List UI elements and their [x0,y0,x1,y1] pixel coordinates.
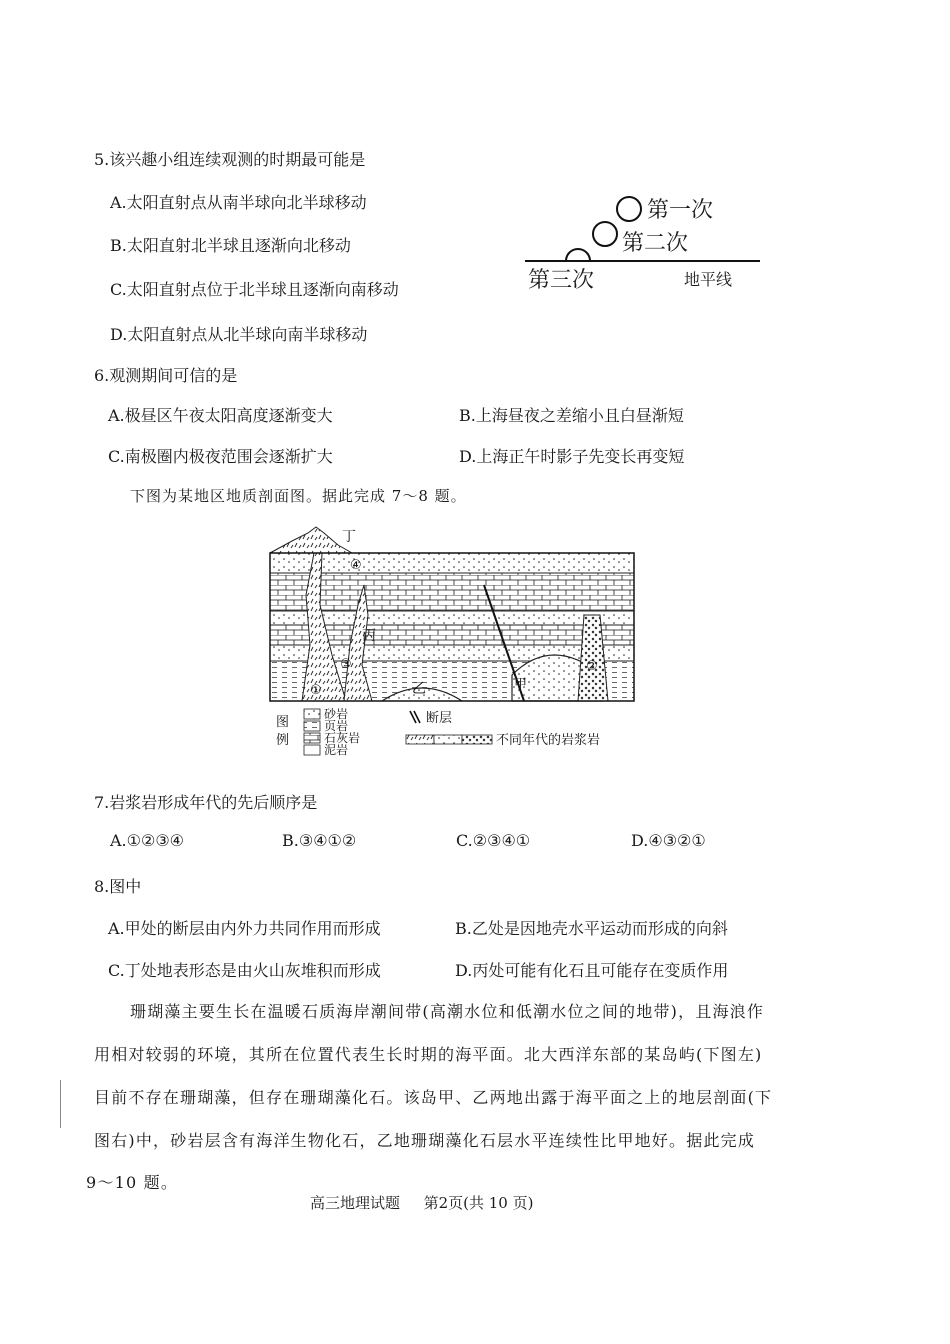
question-5-stem: 5.该兴趣小组连续观测的时期最可能是 [94,150,366,169]
q7-option-d: D.④③②① [631,831,706,850]
legend-shale-swatch [304,721,320,731]
intro-7-8: 下图为某地区地质剖面图。据此完成 7～8 题。 [130,487,467,505]
sandstone-layer-top [270,553,634,573]
legend-limestone-swatch [304,733,320,743]
q8-option-c: C.丁处地表形态是由火山灰堆积而形成 [108,961,381,980]
passage-line-2: 用相对较弱的环境，其所在位置代表生长时期的海平面。北大西洋东部的某岛屿(下图左) [94,1045,763,1064]
label-n1: ① [310,683,322,698]
q7-option-a: A.①②③④ [110,831,185,850]
legend-fault-label: 断层 [426,711,453,726]
label-yi: 乙 [412,681,426,697]
footer-subject: 高三地理试题 [310,1194,401,1212]
q6-option-d: D.上海正午时影子先变长再变短 [459,447,685,466]
legend-mudstone-swatch [304,745,320,755]
q6-option-a: A.极昼区午夜太阳高度逐渐变大 [108,406,333,425]
q7-option-b: B.③④①② [282,831,357,850]
q7-option-c: C.②③④① [456,831,531,850]
question-8-stem: 8.图中 [94,877,142,896]
q8-option-a: A.甲处的断层由内外力共同作用而形成 [108,919,381,938]
legend-limestone-label: 石灰岩 [324,731,361,745]
legend-sandstone-label: 砂岩 [324,707,349,721]
q5-option-b: B.太阳直射北半球且逐渐向北移动 [110,236,351,255]
sun-second-label: 第二次 [622,231,689,256]
passage-line-3: 目前不存在珊瑚藻，但存在珊瑚藻化石。该岛甲、乙两地出露于海平面之上的地层剖面(下 [94,1088,773,1107]
legend-fault-icon [410,711,420,723]
label-n4: ④ [350,558,362,573]
legend-sandstone-swatch [304,709,320,719]
geologic-section-figure [262,525,642,775]
footer-page: 第2页(共 10 页) [423,1194,534,1212]
horizon-label: 地平线 [684,270,733,289]
sun-first-position-icon [617,197,641,221]
label-n3: ③ [340,657,352,672]
sun-first-label: 第一次 [647,198,714,223]
footer [310,1192,533,1213]
q8-option-d: D.丙处可能有化石且可能存在变质作用 [455,961,729,980]
legend-magma-swatch-3 [462,735,492,744]
sun-second-position-icon [593,222,617,246]
limestone-layer-upper [270,573,634,611]
passage-line-1: 珊瑚藻主要生长在温暖石质海岸潮间带(高潮水位和低潮水位之间的地带)，且海浪作 [130,1002,765,1021]
legend-magma-label: 不同年代的岩浆岩 [496,733,601,748]
q5-option-c: C.太阳直射点位于北半球且逐渐向南移动 [110,280,399,299]
label-n2: ② [586,659,598,674]
q5-option-d: D.太阳直射点从北半球向南半球移动 [110,325,368,344]
legend-magma-swatch-2 [434,735,462,744]
question-6-stem: 6.观测期间可信的是 [94,366,238,385]
q6-option-b: B.上海昼夜之差缩小且白昼渐短 [459,406,684,425]
label-bing: 丙 [362,628,376,644]
volcano-cone-ding [270,527,352,553]
passage-line-5: 9～10 题。 [86,1173,179,1192]
geologic-section-svg [262,525,642,775]
sun-third-position-icon [566,249,590,261]
label-ding: 丁 [342,529,356,545]
legend-mudstone-label: 泥岩 [324,743,349,757]
q5-option-a: A.太阳直射点从南半球向北半球移动 [110,193,367,212]
sun-third-label: 第三次 [528,268,595,293]
q8-option-b: B.乙处是因地壳水平运动而形成的向斜 [455,919,728,938]
legend-title-1: 图 [276,715,290,730]
margin-mark [60,1080,61,1128]
legend-shale-label: 页岩 [324,719,349,733]
sun-position-figure [520,188,770,298]
legend-magma-swatch-1 [406,735,434,744]
passage-line-4: 图右)中，砂岩层含有海洋生物化石，乙地珊瑚藻化石层水平连续性比甲地好。据此完成 [94,1131,756,1150]
question-7-stem: 7.岩浆岩形成年代的先后顺序是 [94,793,318,812]
legend-title-2: 例 [276,733,290,748]
label-jia: 甲 [514,677,528,692]
q6-option-c: C.南极圈内极夜范围会逐渐扩大 [108,447,333,466]
